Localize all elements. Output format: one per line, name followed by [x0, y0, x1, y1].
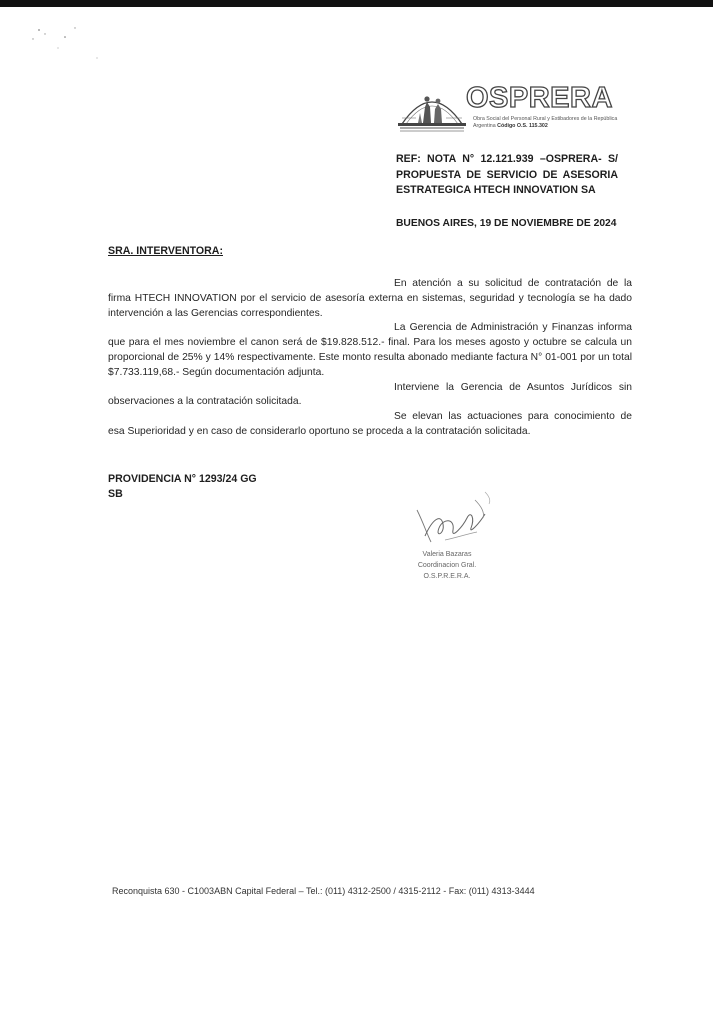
paragraph-finance: La Gerencia de Administración y Finanzas informa que para el mes noviembre el canon será de $19.828.512.- final. Para los meses agosto y octubre se calcula un proporcional de 25% y 14% respectivamente. Este monto resulta abonado mediante factura N° 01-001 por un total $7.733.119,68.- Según documentación adjunta.	[108, 322, 632, 378]
paragraph-closing: Se elevan las actuaciones para conocimiento de esa Superioridad y en caso de considerarlo oportuno se proceda a la contratación solicitada.	[108, 411, 632, 437]
document-date: BUENOS AIRES, 19 DE NOVIEMBRE DE 2024	[396, 218, 617, 229]
logo-subtitle	[473, 116, 633, 129]
scan-edge-bar	[0, 0, 713, 7]
logo-subtitle-text: Obra Social del Personal Rural y Estibadores de la República Argentina	[473, 116, 618, 129]
providencia-block	[108, 472, 257, 502]
paragraph-legal: Interviene la Gerencia de Asuntos Jurídicos sin observaciones a la contratación solicitada.	[108, 381, 632, 408]
logo-wordmark: OSPRERA	[466, 82, 613, 114]
stamp-org: O.S.P.R.E.R.A.	[423, 573, 471, 580]
osprera-logo	[396, 82, 626, 138]
providencia-number: PROVIDENCIA N° 1293/24 GG	[108, 473, 257, 485]
footer-address: Reconquista 630 - C1003ABN Capital Federal – Tel.: (011) 4312-2500 / 4315-2112 - Fax: (011) 4313-3444	[112, 886, 535, 896]
stamp-name: Valeria Bazaras	[422, 551, 472, 558]
logo-emblem-icon	[396, 82, 472, 134]
signature-stamp	[397, 549, 497, 582]
paragraph-request: En atención a su solicitud de contratación de la firma HTECH INNOVATION por el servicio de asesoría externa en sistemas, seguridad y tecnología se ha dado intervención a las Gerencias correspondientes.	[108, 278, 632, 319]
scan-specks	[25, 24, 115, 74]
stamp-role: Coordinacion Gral.	[417, 562, 477, 569]
reference-line: REF: NOTA N° 12.121.939 –OSPRERA- S/ PROPUESTA DE SERVICIO DE ASESORIA ESTRATEGICA HTECH INNOVATION SA	[396, 153, 618, 196]
letter-body	[108, 277, 632, 440]
logo-code: Código O.S. 115.302	[497, 122, 548, 129]
addressee-heading: SRA. INTERVENTORA:	[108, 245, 223, 257]
providencia-initials: SB	[108, 488, 123, 500]
handwritten-signature	[405, 488, 515, 550]
